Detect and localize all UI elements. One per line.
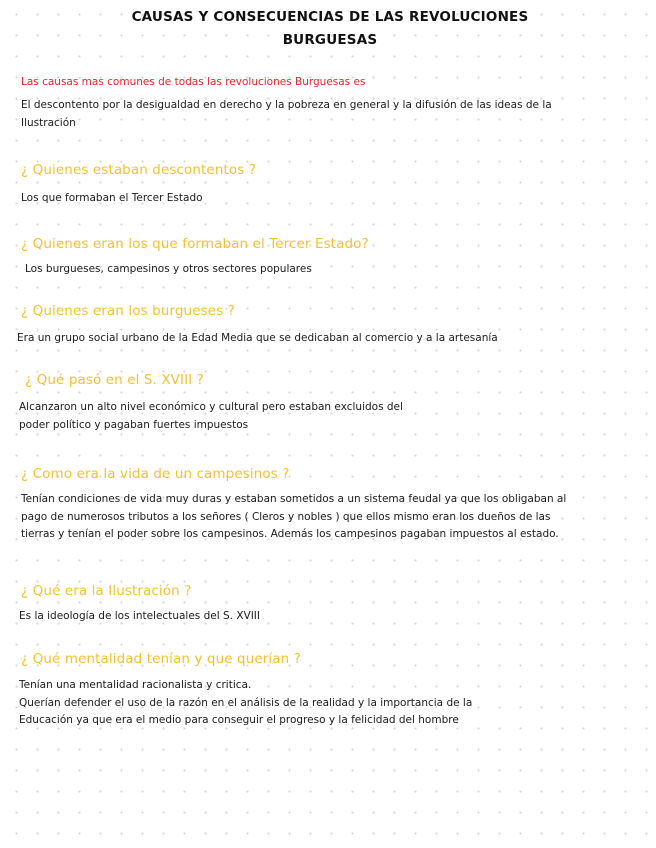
page-title-line-1: CAUSAS Y CONSECUENCIAS DE LAS REVOLUCIONES bbox=[131, 9, 529, 25]
answer-line: El descontento por la desigualdad en derecho y la pobreza en general y la difusión de las ideas de la bbox=[21, 99, 552, 111]
question-heading: ¿ Como era la vida de un campesinos ? bbox=[21, 466, 290, 482]
page-title-line-2: BURGUESAS bbox=[282, 32, 378, 48]
answer-line: tierras y tenían el poder sobre los campesinos. Además los campesinos pagaban impuestos al estado. bbox=[21, 528, 559, 540]
answer-text bbox=[21, 491, 566, 544]
answer-text bbox=[19, 608, 260, 626]
answer-line: Es la ideología de los intelectuales del S. XVIII bbox=[19, 610, 260, 622]
answer-text bbox=[25, 261, 312, 279]
answer-line: Alcanzaron un alto nivel económico y cultural pero estaban excluidos del bbox=[19, 401, 403, 413]
answer-text bbox=[19, 399, 403, 434]
question-heading: ¿ Quienes eran los burgueses ? bbox=[21, 303, 235, 319]
intro-text: Las causas mas comunes de todas las revoluciones Burguesas es bbox=[21, 76, 366, 88]
answer-line: Ilustración bbox=[21, 116, 76, 129]
question-heading: ¿ Qué era la Ilustración ? bbox=[21, 583, 192, 599]
answer-line: Tenían condiciones de vida muy duras y estaban sometidos a un sistema feudal ya que los obligaban al bbox=[21, 493, 567, 505]
question-heading: ¿ Quienes estaban descontentos ? bbox=[21, 162, 257, 178]
question-heading: ¿ Quienes eran los que formaban el Tercer Estado? bbox=[21, 236, 369, 252]
answer-text bbox=[17, 330, 498, 348]
answer-line: pago de numerosos tributos a los señores ( Cleros y nobles ) que ellos mismo eran los dueños de las bbox=[21, 510, 551, 523]
answer-text bbox=[19, 677, 472, 730]
answer-line: Los que formaban el Tercer Estado bbox=[21, 192, 203, 204]
answer-line: Tenían una mentalidad racionalista y critica. bbox=[19, 679, 252, 691]
question-heading: ¿ Qué pasó en el S. XVIII ? bbox=[25, 372, 204, 388]
intro-answer bbox=[21, 97, 552, 132]
question-heading: ¿ Qué mentalidad tenían y que querían ? bbox=[21, 651, 301, 667]
answer-line: Educación ya que era el medio para conseguir el progreso y la felicidad del hombre bbox=[19, 714, 459, 726]
answer-line: Los burgueses, campesinos y otros sectores populares bbox=[25, 263, 312, 275]
answer-text bbox=[21, 190, 203, 208]
answer-line: poder político y pagaban fuertes impuestos bbox=[19, 418, 249, 431]
answer-line: Querían defender el uso de la razón en el análisis de la realidad y la importancia de la bbox=[19, 696, 473, 709]
answer-line: Era un grupo social urbano de la Edad Media que se dedicaban al comercio y a la artesanía bbox=[17, 332, 498, 344]
